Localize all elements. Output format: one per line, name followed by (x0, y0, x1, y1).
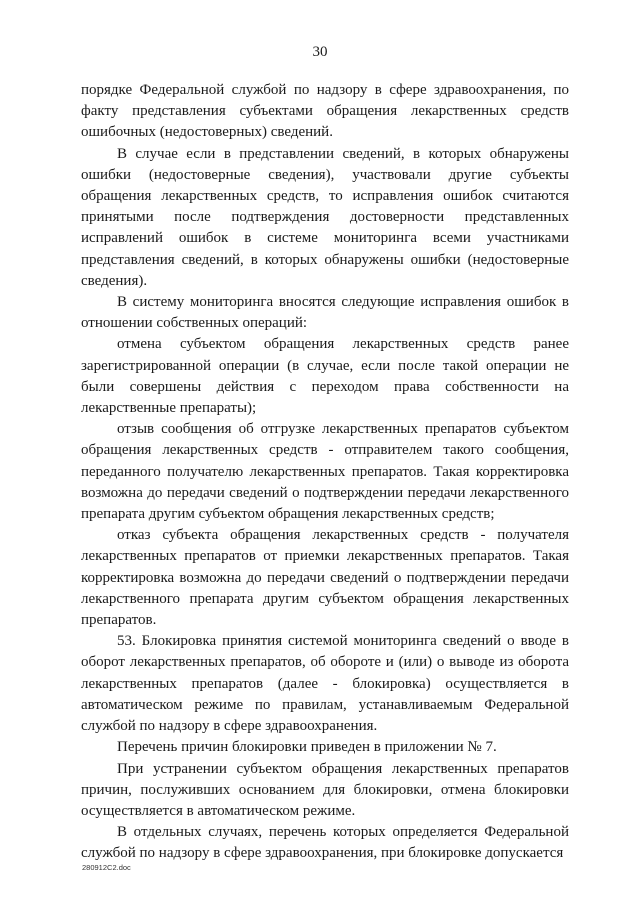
paragraph-continuation: порядке Федеральной службой по надзору в сфере здравоохранения, по факту представления субъектами обращения лекарственных средств ошибочных (недостоверных) сведений. (81, 82, 569, 141)
paragraph-special-cases: В отдельных случаях, перечень которых определяется Федеральной службой по надзору в сфере здравоохранения, при блокировке допускается (81, 824, 569, 862)
page-number: 30 (312, 44, 328, 60)
paragraph-own-operations: В систему мониторинга вносятся следующие исправления ошибок в отношении собственных операций: (81, 294, 569, 332)
document-body (81, 80, 569, 865)
footer-filename: 280912C2.doc (82, 863, 131, 872)
paragraph-shipment-recall: отзыв сообщения об отгрузке лекарственных препаратов субъектом обращения лекарственных средств - отправителем такого сообщения, переданного получателю лекарственных препаратов. Такая корректировка возможна до передачи сведений о подтверждении передачи лекарственного препарата другим субъектом обращения лекарственных средств; (81, 421, 569, 523)
paragraph-acceptance-refusal: отказ субъекта обращения лекарственных средств - получателя лекарственных препаратов от приемки лекарственных препаратов. Такая корректировка возможна до передачи сведений о подтверждении передачи лекарственного препарата другим субъектом обращения лекарственных препаратов. (81, 527, 569, 629)
paragraph-cancellation: отмена субъектом обращения лекарственных средств ранее зарегистрированной операции (в случае, если после такой операции не были совершены действия с переходом права собственности на лекарственные препараты); (81, 336, 569, 417)
paragraph-blocking-removal: При устранении субъектом обращения лекарственных препаратов причин, послуживших основанием для блокировки, отмена блокировки осуществляется в автоматическом режиме. (81, 760, 569, 819)
paragraph-error-corrections: В случае если в представлении сведений, в которых обнаружены ошибки (недостоверные сведения), участвовали другие субъекты обращения лекарственных средств, то исправления ошибок считаются принятыми после подтверждения достоверности представленных исправлений ошибок в системе мониторинга всеми участниками представления сведений, в которых обнаружены ошибки (недостоверные сведения). (81, 145, 569, 289)
paragraph-blocking-reasons: Перечень причин блокировки приведен в приложении № 7. (117, 739, 497, 756)
paragraph-section-53: 53. Блокировка принятия системой мониторинга сведений о вводе в оборот лекарственных препаратов, об обороте и (или) о выводе из оборота лекарственных препаратов (далее - блокировка) осуществляется в автоматическом режиме по правилам, устанавливаемым Федеральной службой по надзору в сфере здравоохранения. (81, 633, 569, 735)
